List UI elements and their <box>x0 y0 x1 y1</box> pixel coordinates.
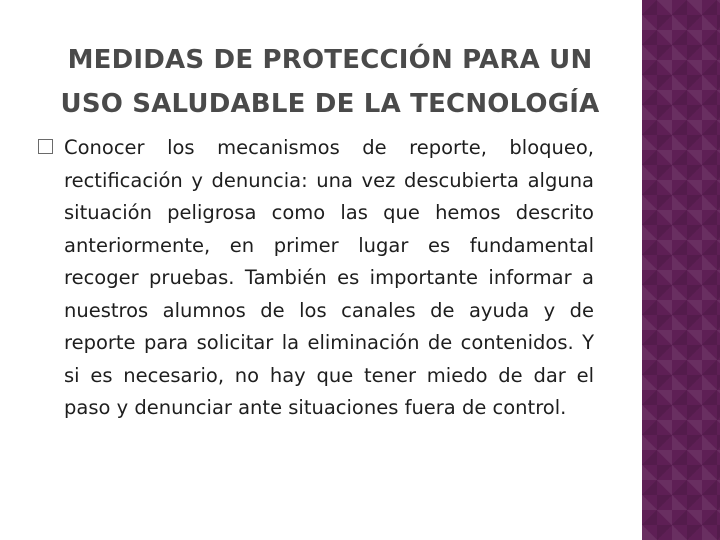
decorative-side-panel <box>642 0 720 540</box>
bullet-text: Conocer los mecanismos de reporte, bloqueo, rectificación y denuncia: una vez descubierta alguna situación peligrosa como las que hemos descrito anteriormente, en primer lugar es fundamental recoger pruebas. También es importante informar a nuestros alumnos de los canales de ayuda y de reporte para solicitar la eliminación de contenidos. Y si es necesario, no hay que tener miedo de dar el paso y denunciar ante situaciones fuera de control. <box>64 136 594 419</box>
slide-title: MEDIDAS DE PROTECCIÓN PARA UN USO SALUDABLE DE LA TECNOLOGÍA <box>60 45 600 119</box>
checkbox-square-icon <box>38 139 53 154</box>
bullet-item <box>38 132 594 425</box>
